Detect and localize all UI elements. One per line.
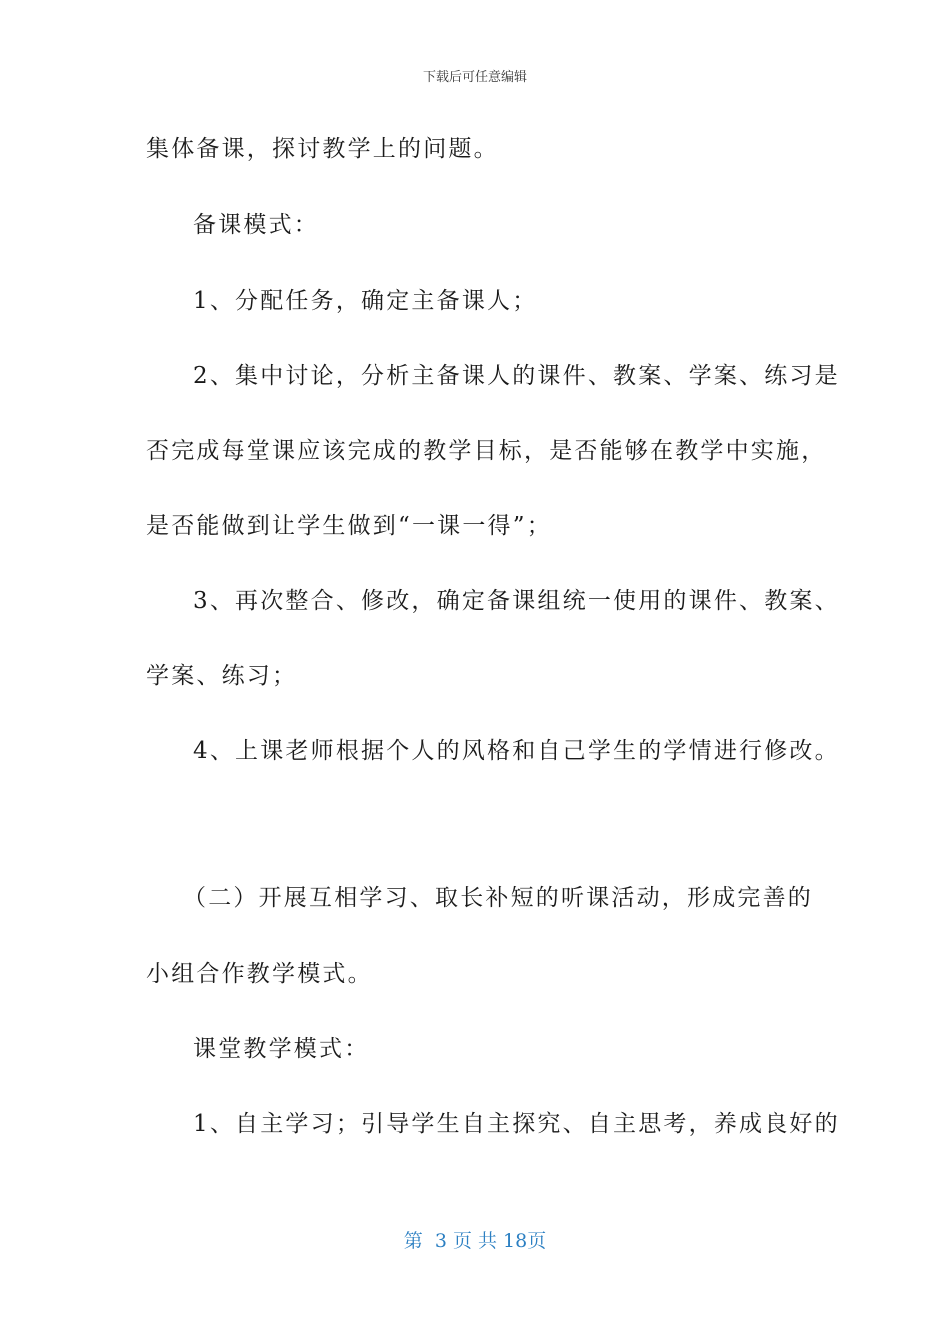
paragraph-line: 集体备课，探讨教学上的问题。 — [146, 136, 499, 162]
page-header-note: 下载后可任意编辑 — [422, 70, 527, 85]
paragraph-line: 是否能做到让学生做到“一课一得”； — [146, 513, 552, 539]
list-item: 1、自主学习；引导学生自主探究、自主思考，养成良好的 — [193, 1111, 840, 1137]
list-item: 1、分配任务，确定主备课人； — [193, 288, 538, 314]
page-number: 第 3 页 共 18页 — [403, 1230, 547, 1252]
paragraph-line: 小组合作教学模式。 — [146, 961, 373, 987]
list-item: 2、集中讨论，分析主备课人的课件、教案、学案、练习是 — [193, 363, 840, 389]
list-item: 3、再次整合、修改，确定备课组统一使用的课件、教案、 — [193, 588, 840, 614]
section-heading: 备课模式： — [193, 212, 319, 238]
section-heading: 课堂教学模式： — [193, 1036, 370, 1062]
section-heading: （二）开展互相学习、取长补短的听课活动，形成完善的 — [183, 885, 813, 911]
paragraph-line: 否完成每堂课应该完成的教学目标，是否能够在教学中实施， — [146, 438, 827, 464]
paragraph-line: 学案、练习； — [146, 663, 298, 689]
list-item: 4、上课老师根据个人的风格和自己学生的学情进行修改。 — [193, 738, 840, 764]
